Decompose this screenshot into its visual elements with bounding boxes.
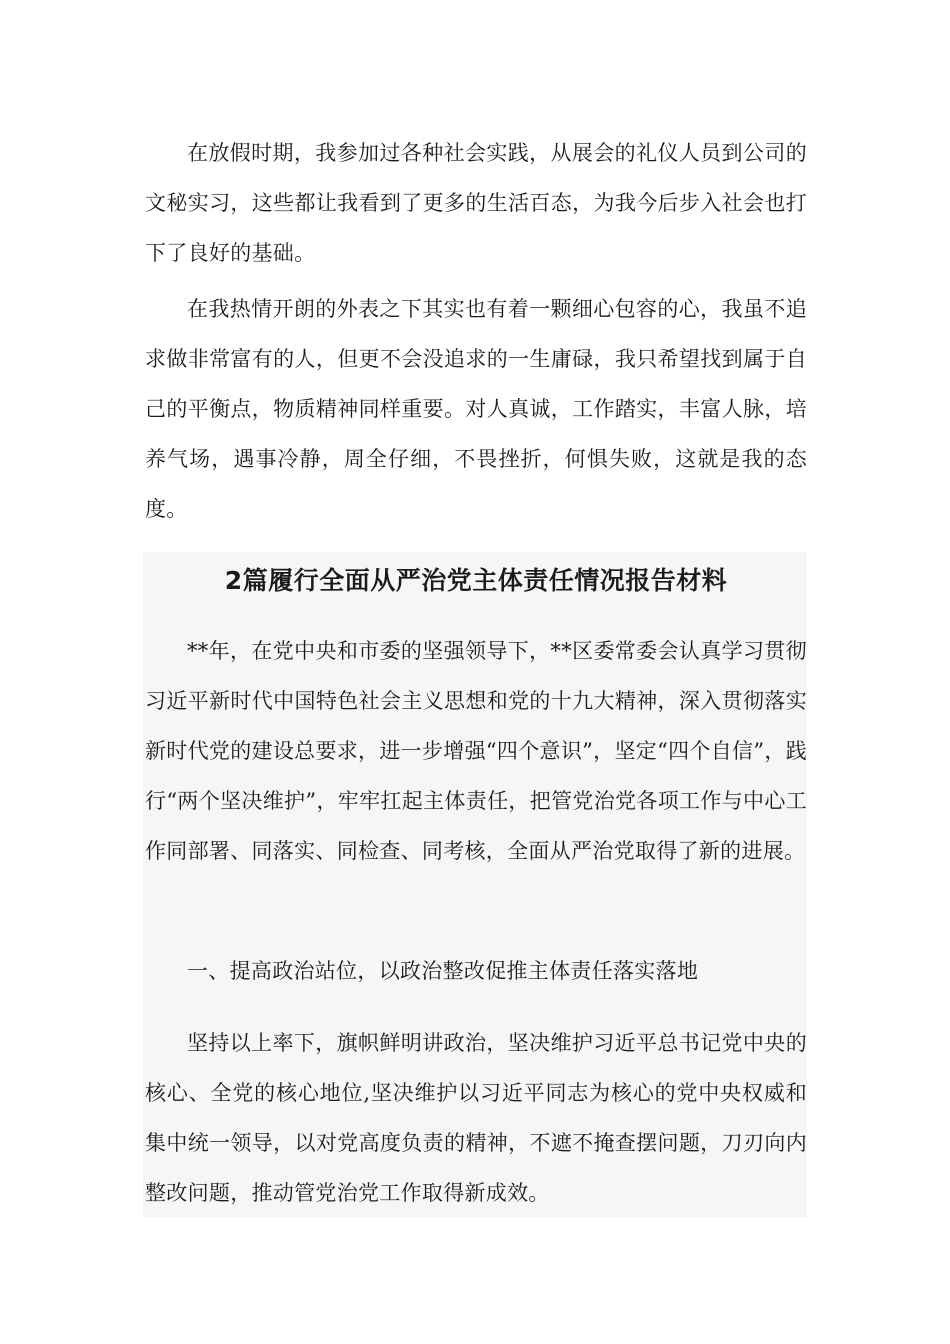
intro-paragraph-1: 在放假时期，我参加过各种社会实践，从展会的礼仪人员到公司的文秘实习，这些都让我看到了更多的生活百态，为我今后步入社会也打下了良好的基础。: [145, 141, 807, 265]
intro-paragraph-2: 在我热情开朗的外表之下其实也有着一颗细心包容的心，我虽不追求做非常富有的人，但更不会没追求的一生庸碌，我只希望找到属于自己的平衡点，物质精神同样重要。对人真诚，工作踏实，丰富人脉，培养气场，遇事冷静，周全仔细，不畏挫折，何惧失败，这就是我的态度。: [145, 297, 807, 521]
report-title: 2篇履行全面从严治党主体责任情况报告材料: [224, 566, 728, 595]
section-1-heading: 一、提高政治站位，以政治整改促推主体责任落实落地: [187, 959, 699, 983]
section-1-paragraph: 坚持以上率下，旗帜鲜明讲政治，坚决维护习近平总书记党中央的核心、全党的核心地位,坚决维护以习近平同志为核心的党中央权威和集中统一领导，以对党高度负责的精神，不遮不掩查摆问题，刀刃向内整改问题，推动管党治党工作取得新成效。: [145, 1031, 807, 1205]
report-paragraph-1: **年，在党中央和市委的坚强领导下，**区委常委会认真学习贯彻习近平新时代中国特色社会主义思想和党的十九大精神，深入贯彻落实新时代党的建设总要求，进一步增强“四个意识”，坚定“四个自信”，践行“两个坚决维护”，牢牢扛起主体责任，把管党治党各项工作与中心工作同部署、同落实、同检查、同考核，全面从严治党取得了新的进展。: [145, 639, 807, 863]
